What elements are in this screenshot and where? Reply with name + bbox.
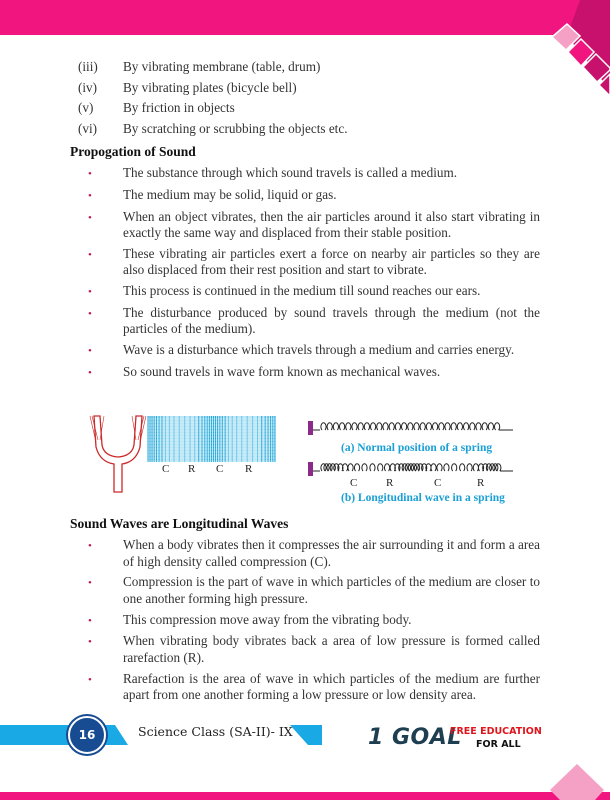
tuning-fork-figure <box>88 412 278 502</box>
bullet-text: Rarefaction is the area of wave in which particles of the medium are further apart from one another forming a low pressure or low density area. <box>123 670 540 703</box>
wall-icon <box>308 462 313 476</box>
label-compression: C <box>216 463 224 475</box>
bullet-item <box>88 165 540 183</box>
bullet-item <box>88 612 540 630</box>
bullet-icon: • <box>88 614 92 627</box>
tuning-fork-icon <box>90 416 146 492</box>
bullet-icon: • <box>88 577 92 590</box>
item-number: (iv) <box>78 79 98 95</box>
bullet-item <box>88 283 540 301</box>
spring-longitudinal <box>313 464 513 471</box>
bullet-text: This process is continued in the medium till sound reaches our ears. <box>123 283 481 299</box>
bullet-icon: • <box>88 673 92 686</box>
bullet-text: The medium may be solid, liquid or gas. <box>123 186 337 202</box>
bullet-item <box>88 305 540 338</box>
spring-figure <box>298 418 528 515</box>
label-compression: C <box>162 463 170 475</box>
item-text: By friction in objects <box>123 100 235 115</box>
bullet-icon: • <box>88 540 92 552</box>
propagation-bullets <box>88 165 540 386</box>
footer-title: Science Class (SA-II)- IX <box>138 724 293 739</box>
bullet-icon: • <box>88 189 92 202</box>
bullet-text: When an object vibrates, then the air particles around it also start vibrating in exactly the same way and displaced from their stable position. <box>123 208 540 241</box>
bottom-corner-decoration <box>540 760 610 800</box>
longitudinal-bullets <box>88 537 540 708</box>
corner-decoration <box>520 0 610 100</box>
bullet-item <box>88 671 540 704</box>
bullet-icon: • <box>88 286 92 299</box>
bullet-text: When a body vibrates then it compresses the air surrounding it and form a area of high density called compression (C). <box>123 537 540 569</box>
section-heading-longitudinal: Sound Waves are Longitudinal Waves <box>70 516 289 531</box>
spring-normal <box>313 423 513 430</box>
bullet-text: The substance through which sound travels is called a medium. <box>123 165 458 180</box>
bullet-text: Wave is a disturbance which travels through a medium and carries energy. <box>123 342 515 358</box>
bullet-item <box>88 574 540 607</box>
bullet-text: These vibrating air particles exert a force on nearby air particles so they are also displaced from their rest position and start to vibrate. <box>123 245 540 278</box>
logo-tagline-1: FREE EDUCATION <box>450 726 542 737</box>
header-band <box>0 0 610 35</box>
item-number: (vi) <box>78 120 98 136</box>
spring-label: C <box>350 477 358 489</box>
bullet-item <box>88 537 540 570</box>
bullet-item <box>88 246 540 279</box>
tuning-fork-diagram <box>88 412 278 497</box>
logo-goal: 1 GOAL <box>368 725 462 750</box>
bullet-text: Compression is the part of wave in which particles of the medium are closer to one another forming high pressure. <box>123 574 540 606</box>
bullet-text: This compression move away from the vibrating body. <box>123 611 412 627</box>
compression-bands <box>148 416 276 462</box>
bullet-icon: • <box>88 211 92 224</box>
bullet-icon: • <box>88 307 92 320</box>
page-number-badge: 16 <box>68 716 106 754</box>
caption-normal-spring: (a) Normal position of a spring <box>341 442 493 454</box>
list-item <box>78 100 348 121</box>
list-item <box>78 59 348 80</box>
spring-label: R <box>386 477 394 489</box>
sound-sources-list <box>78 59 348 141</box>
list-item <box>78 121 348 142</box>
bullet-icon: • <box>88 367 92 380</box>
spring-label: R <box>477 477 485 489</box>
bullet-icon: • <box>88 248 92 261</box>
footer-pink-bar <box>0 792 610 800</box>
wall-icon <box>308 421 313 435</box>
item-text: By vibrating plates (bicycle bell) <box>123 79 297 95</box>
item-text: By vibrating membrane (table, drum) <box>123 59 321 74</box>
bullet-text: When vibrating body vibrates back a area of low pressure is formed called rarefaction (R). <box>123 633 540 665</box>
list-item <box>78 80 348 101</box>
bullet-text: The disturbance produced by sound travels through the medium (not the particles of the medium). <box>123 304 540 337</box>
label-rarefaction: R <box>245 463 253 475</box>
item-number: (iii) <box>78 59 98 74</box>
bullet-text: So sound travels in wave form known as mechanical waves. <box>123 364 441 380</box>
bullet-icon: • <box>88 168 92 180</box>
bullet-item <box>88 187 540 205</box>
bullet-item <box>88 209 540 242</box>
bullet-item <box>88 633 540 666</box>
label-rarefaction: R <box>188 463 196 475</box>
caption-longitudinal-spring: (b) Longitudinal wave in a spring <box>341 492 505 504</box>
item-text: By scratching or scrubbing the objects etc. <box>123 120 348 136</box>
bullet-item <box>88 342 540 360</box>
spring-label: C <box>434 477 442 489</box>
bullet-icon: • <box>88 636 92 649</box>
bullet-item <box>88 364 540 382</box>
section-heading-propagation: Propogation of Sound <box>70 144 196 159</box>
item-number: (v) <box>78 100 94 115</box>
bullet-icon: • <box>88 345 92 358</box>
logo-tagline-2: FOR ALL <box>476 739 521 750</box>
